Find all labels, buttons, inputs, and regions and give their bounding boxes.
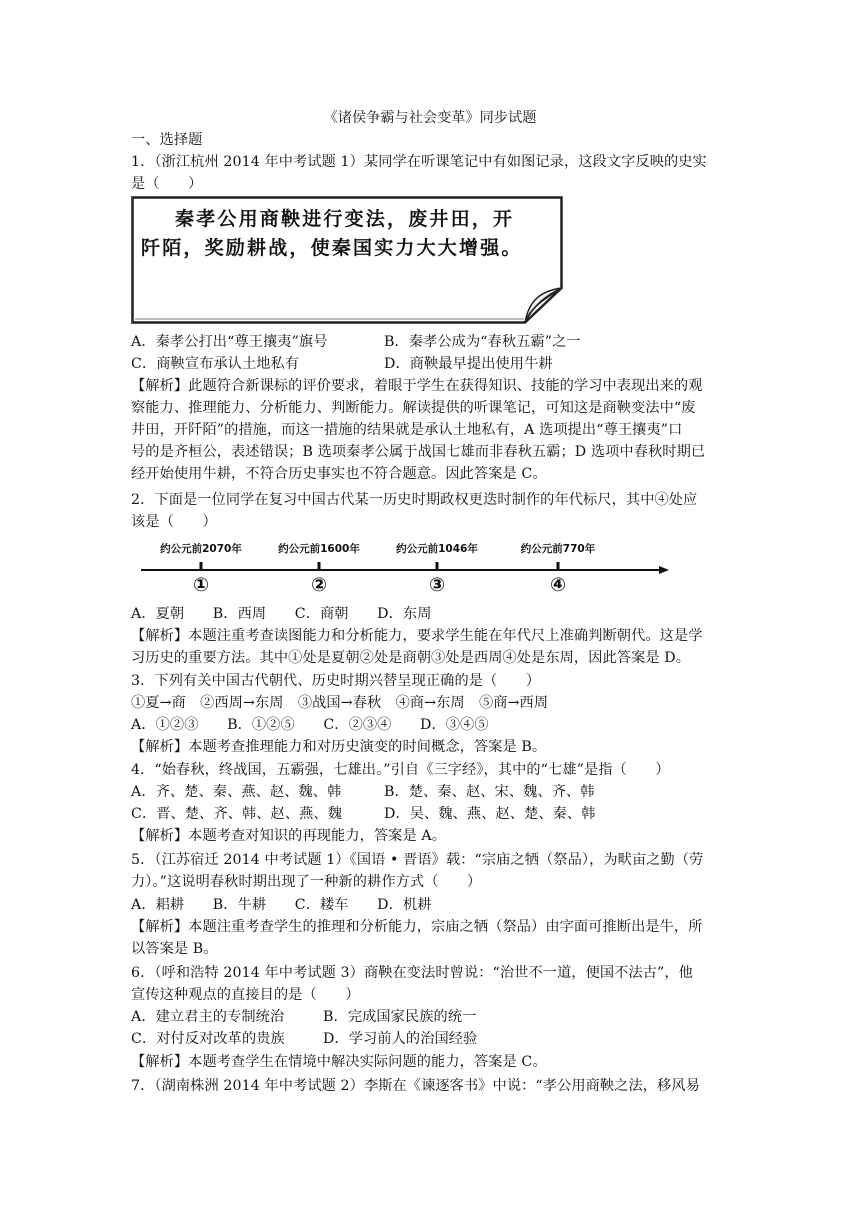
- q6-option-d: D．学习前人的治国经验: [323, 1031, 478, 1047]
- q1-analysis-line2: 察能力、推理能力、分析能力、判断能力。解读提供的听课笔记，可知这是商鞅变法中“废: [131, 400, 696, 416]
- q6-option-row1: [131, 1006, 476, 1028]
- q1-option-d: D．商鞅最早提出使用牛耕: [384, 356, 553, 372]
- timeline-label-1: 约公元前2070年: [160, 543, 242, 555]
- q6-stem-line2: 宣传这种观点的直接目的是（ ）: [131, 987, 360, 1003]
- q1-stem-line1: 1．（浙江杭州 2014 年中考试题 1）某同学在听课笔记中有如图记录，这段文字反映的史实: [131, 154, 707, 170]
- q1-option-row1: [131, 331, 581, 353]
- q1-option-a: A．秦孝公打出“尊王攘夷”旗号: [131, 334, 328, 350]
- q1-analysis-line5: 经开始使用牛耕，不符合历史事实也不符合题意。因此答案是 C。: [131, 466, 547, 482]
- timeline-label-2: 约公元前1600年: [278, 543, 360, 555]
- q4-option-row2: [131, 803, 596, 825]
- q4-option-d: D．吴、魏、燕、赵、楚、秦、韩: [384, 806, 596, 822]
- q6-option-a: A．建立君主的专制统治: [131, 1009, 285, 1025]
- q1-option-b: B．秦孝公成为“春秋五霸”之一: [384, 334, 581, 350]
- q4-option-c: C．晋、楚、齐、韩、赵、燕、魏: [131, 806, 342, 822]
- q4-option-row1: [131, 781, 595, 803]
- q7-stem-line1: 7．（湖南株洲 2014 年中考试题 2）李斯在《谏逐客书》中说：“孝公用商鞅之法，移风易: [131, 1078, 700, 1094]
- q2-analysis-line1: 【解析】本题注重考查读图能力和分析能力，要求学生能在年代尺上准确判断朝代。这是学: [131, 628, 703, 644]
- q1-note-image: [131, 196, 563, 324]
- q6-option-c: C．对付反对改革的贵族: [131, 1031, 285, 1047]
- timeline-mark-1: ①: [192, 574, 210, 596]
- timeline-label-3: 约公元前1046年: [396, 543, 478, 555]
- note-text-line2: 阡陌，奖励耕战，使秦国实力大大增强。: [141, 237, 523, 259]
- q1-stem-line2: 是（ ）: [131, 176, 203, 192]
- q4-option-b: B．楚、秦、赵、宋、魏、齐、韩: [384, 784, 595, 800]
- q3-stem: 3．下列有关中国古代朝代、历史时期兴替呈现正确的是（ ）: [131, 673, 541, 689]
- q3-analysis: 【解析】本题考查推理能力和对历史演变的时间概念，答案是 B。: [131, 739, 547, 755]
- q4-analysis: 【解析】本题考查对知识的再现能力，答案是 A。: [131, 828, 446, 844]
- section-heading: 一、选择题: [131, 132, 203, 148]
- q1-option-c: C．商鞅宣布承认土地私有: [131, 356, 300, 372]
- q2-timeline: [131, 540, 676, 598]
- document-title: 《诸侯争霸与社会变革》同步试题: [323, 110, 537, 126]
- q2-stem-line2: 该是（ ）: [131, 514, 217, 530]
- q6-option-row2: [131, 1028, 477, 1050]
- q6-option-b: B．完成国家民族的统一: [323, 1009, 477, 1025]
- q6-stem-line1: 6．（呼和浩特 2014 年中考试题 3）商鞅在变法时曾说：“治世不一道，便国不法古”，他: [131, 965, 693, 981]
- q1-analysis-line4: 号的是齐桓公，表述错误；B 选项秦孝公属于战国七雄而非春秋五霸；D 选项中春秋时期已: [131, 444, 706, 460]
- q1-option-row2: [131, 353, 553, 375]
- timeline-label-4: 约公元前770年: [520, 543, 596, 555]
- timeline-mark-3: ③: [428, 574, 446, 596]
- q5-options: A．耜耕 B．牛耕 C．耧车 D．机耕: [131, 897, 432, 913]
- q5-stem-line2: 力）。”这说明春秋时期出现了一种新的耕作方式（ ）: [131, 874, 482, 890]
- q5-stem-line1: 5．（江苏宿迁 2014 中考试题 1）《国语 • 晋语》载：“宗庙之牺（祭品），为畎亩之勤（劳: [131, 852, 704, 868]
- q1-analysis-line1: 【解析】此题符合新课标的评价要求，着眼于学生在获得知识、技能的学习中表现出来的观: [131, 378, 703, 394]
- q2-stem-line1: 2．下面是一位同学在复习中国古代某一历史时期政权更迭时制作的年代标尺，其中④处应: [131, 492, 698, 508]
- timeline-mark-2: ②: [310, 574, 328, 596]
- note-text-line1: 秦孝公用商鞅进行变法，废井田，开: [175, 208, 515, 230]
- q2-analysis-line2: 习历史的重要方法。其中①处是夏朝②处是商朝③处是西周④处是东周，因此答案是 D。: [131, 650, 691, 666]
- q5-analysis-line2: 以答案是 B。: [131, 941, 218, 957]
- q6-analysis: 【解析】本题考查学生在情境中解决实际问题的能力，答案是 C。: [131, 1054, 547, 1070]
- q4-option-a: A．齐、楚、秦、燕、赵、魏、韩: [131, 784, 342, 800]
- q5-analysis-line1: 【解析】本题注重考查学生的推理和分析能力，宗庙之牺（祭品）由字面可推断出是牛，所: [131, 919, 703, 935]
- q4-stem: 4．“始春秋，终战国，五霸强，七雄出。”引自《三字经》，其中的“七雄”是指（ ）: [131, 762, 670, 778]
- q3-options: A．①②③ B．①②⑤ C．②③④ D．③④⑤: [131, 717, 489, 733]
- q2-options: A．夏朝 B．西周 C．商朝 D．东周: [131, 606, 432, 622]
- timeline-mark-4: ④: [549, 574, 567, 596]
- q1-analysis-line3: 井田，开阡陌”的措施，而这一措施的结果就是承认土地私有，A 选项提出“尊王攘夷”口: [131, 422, 683, 438]
- q3-items: ①夏→商 ②西周→东周 ③战国→春秋 ④商→东周 ⑤商→西周: [131, 695, 549, 711]
